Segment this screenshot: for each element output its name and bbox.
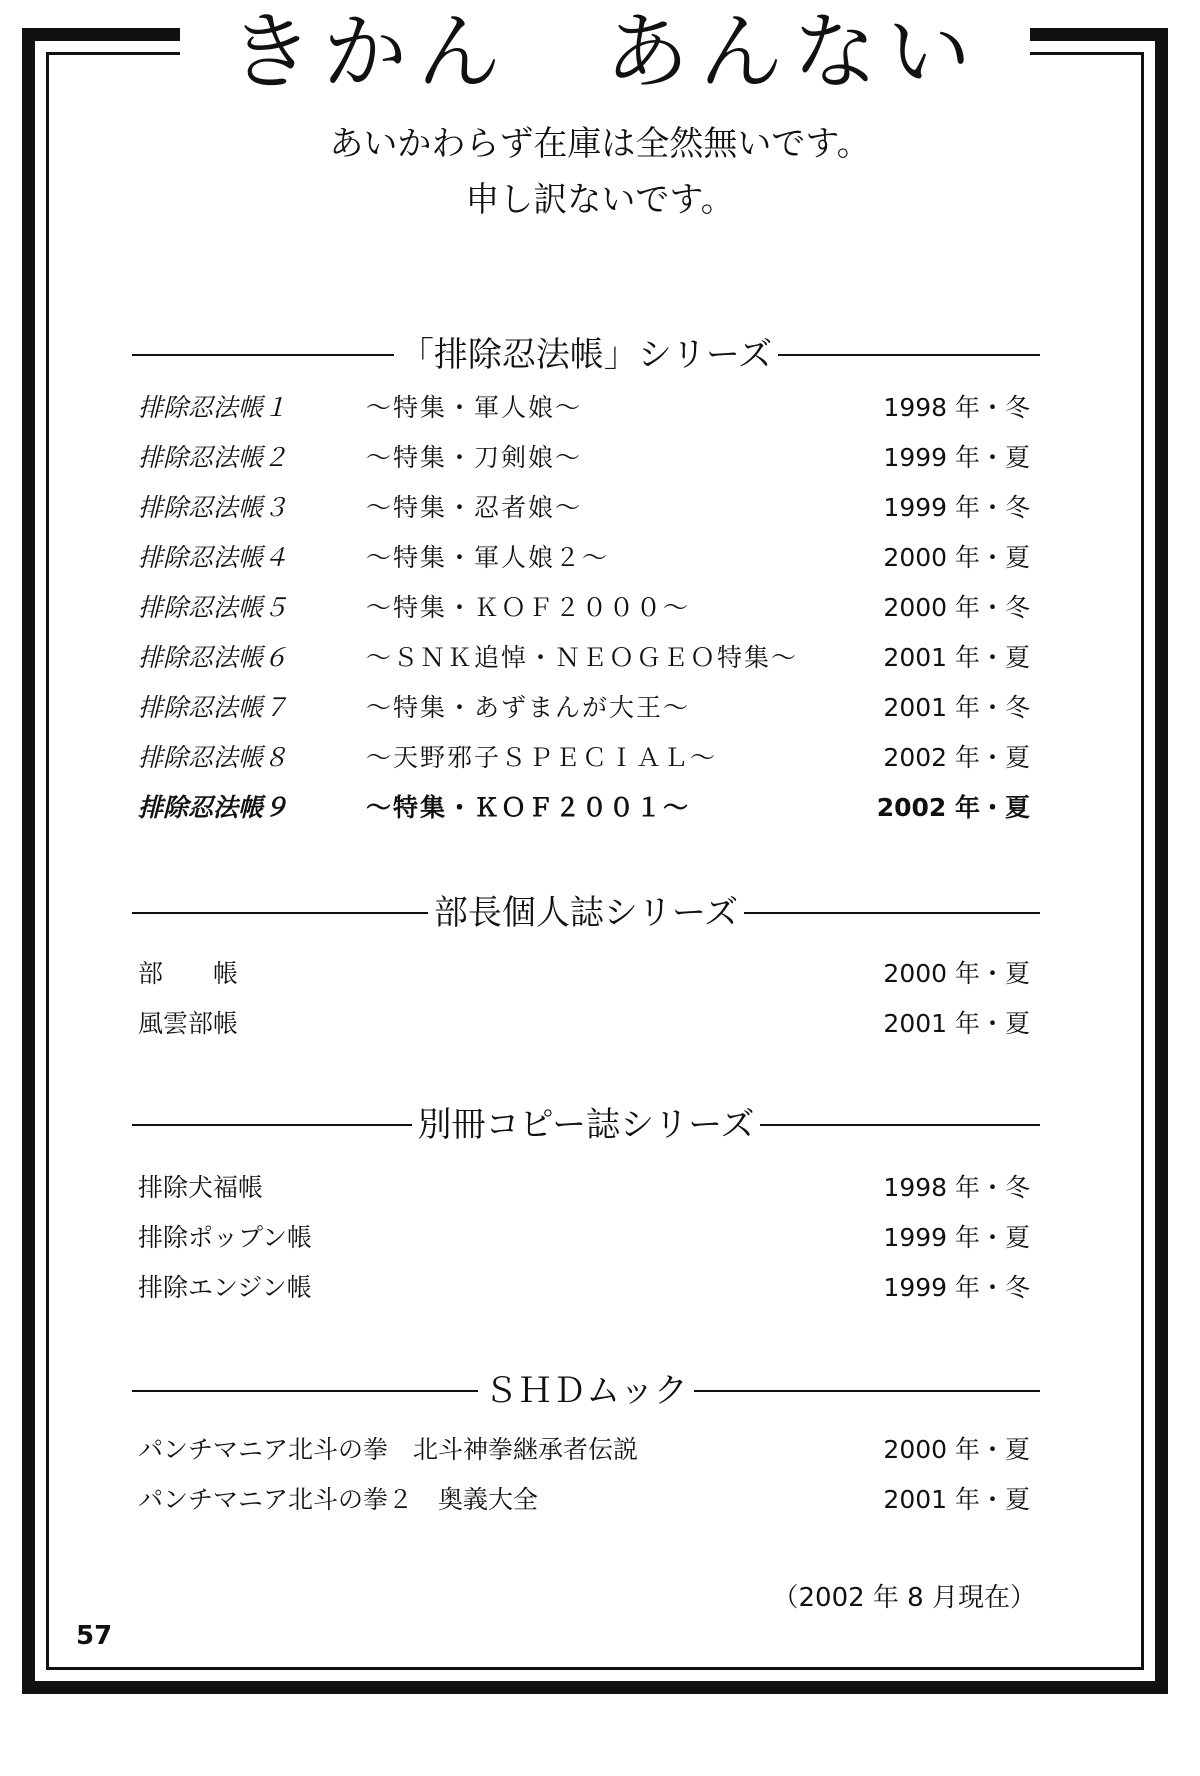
item-title: 排除忍法帳７ xyxy=(138,693,289,722)
section-heading-label: ＳＨＤムック xyxy=(484,1371,688,1411)
heading-rule xyxy=(778,354,1040,356)
heading-rule xyxy=(132,912,428,914)
item-subtitle: 〜ＳＮＫ追悼・ＮＥＯＧＥＯ特集〜 xyxy=(366,643,799,672)
item-title: 排除ポップン帳 xyxy=(138,1223,313,1252)
section-heading-shd-mook xyxy=(132,1368,1040,1414)
list-item xyxy=(138,1428,1030,1472)
item-date: 1998 年・冬 xyxy=(883,1173,1030,1202)
list-item xyxy=(138,536,1030,580)
heading-rule xyxy=(132,354,394,356)
list-item xyxy=(138,1166,1030,1210)
heading-rule xyxy=(132,1390,478,1392)
list-item xyxy=(138,586,1030,630)
list-item xyxy=(138,686,1030,730)
list-item xyxy=(138,1266,1030,1310)
item-title: パンチマニア北斗の拳２ 奥義大全 xyxy=(138,1485,539,1514)
section-heading-label: 部長個人誌シリーズ xyxy=(433,893,739,933)
item-subtitle: 〜特集・ＫＯＦ２００１〜 xyxy=(366,793,691,822)
item-date: 1999 年・冬 xyxy=(883,493,1030,522)
item-date: 1999 年・冬 xyxy=(883,1273,1030,1302)
heading-rule xyxy=(132,1124,412,1126)
list-item xyxy=(138,1478,1030,1522)
item-date: 2000 年・冬 xyxy=(883,593,1030,622)
section-heading-haijo-series xyxy=(132,332,1040,378)
list-item xyxy=(138,386,1030,430)
item-subtitle: 〜特集・あずまんが大王〜 xyxy=(366,693,691,722)
item-title: 排除忍法帳１ xyxy=(138,393,289,422)
list-item xyxy=(138,952,1030,996)
item-title: 排除忍法帳９ xyxy=(138,793,289,822)
item-subtitle: 〜特集・忍者娘〜 xyxy=(366,493,583,522)
item-title: 排除エンジン帳 xyxy=(138,1273,312,1302)
item-title: 風雲部帳 xyxy=(138,1009,239,1038)
section-heading-label: 「排除忍法帳」シリーズ xyxy=(399,335,773,375)
item-subtitle: 〜特集・軍人娘２〜 xyxy=(366,543,610,572)
item-date: 1999 年・夏 xyxy=(883,1223,1030,1252)
intro-line-1: あいかわらず在庫は全然無いです。 xyxy=(329,124,871,164)
item-date: 2000 年・夏 xyxy=(883,543,1030,572)
list-item xyxy=(138,436,1030,480)
item-title: 部 帳 xyxy=(138,959,239,988)
heading-rule xyxy=(760,1124,1040,1126)
item-subtitle: 〜特集・ＫＯＦ２０００〜 xyxy=(366,593,691,622)
item-title: パンチマニア北斗の拳 北斗神拳継承者伝説 xyxy=(138,1435,639,1464)
section-heading-bucho-series xyxy=(132,890,1040,936)
heading-rule xyxy=(744,912,1040,914)
item-date: 2001 年・夏 xyxy=(883,643,1030,672)
item-date: 1999 年・夏 xyxy=(883,443,1030,472)
item-date: 2001 年・夏 xyxy=(883,1009,1030,1038)
item-subtitle: 〜特集・刀剣娘〜 xyxy=(366,443,583,472)
item-subtitle: 〜天野邪子ＳＰＥＣＩＡＬ〜 xyxy=(366,743,718,772)
list-item xyxy=(138,786,1030,830)
list-item xyxy=(138,736,1030,780)
list-item xyxy=(138,1216,1030,1260)
as-of-note: （2002 年 8 月現在） xyxy=(772,1583,1036,1613)
section-heading-copy-series xyxy=(132,1102,1040,1148)
heading-rule xyxy=(694,1390,1040,1392)
item-title: 排除忍法帳５ xyxy=(138,593,289,622)
page-title: きかん あんない xyxy=(228,3,981,101)
item-date: 2002 年・夏 xyxy=(883,743,1030,772)
list-item xyxy=(138,486,1030,530)
item-title: 排除忍法帳２ xyxy=(138,443,289,472)
item-title: 排除忍法帳３ xyxy=(138,493,289,522)
item-date: 2001 年・冬 xyxy=(883,693,1030,722)
item-title: 排除忍法帳８ xyxy=(138,743,289,772)
item-title: 排除犬福帳 xyxy=(138,1173,264,1202)
item-date: 2001 年・夏 xyxy=(883,1485,1030,1514)
page-number: 57 xyxy=(76,1621,113,1651)
item-date: 2000 年・夏 xyxy=(883,1435,1030,1464)
item-date: 2002 年・夏 xyxy=(876,793,1030,822)
intro-line-2: 申し訳ないです。 xyxy=(465,180,735,220)
item-date: 1998 年・冬 xyxy=(883,393,1030,422)
section-heading-label: 別冊コピー誌シリーズ xyxy=(417,1105,755,1145)
list-item xyxy=(138,636,1030,680)
item-date: 2000 年・夏 xyxy=(883,959,1030,988)
item-title: 排除忍法帳６ xyxy=(138,643,289,672)
item-title: 排除忍法帳４ xyxy=(138,543,289,572)
item-subtitle: 〜特集・軍人娘〜 xyxy=(366,393,583,422)
list-item xyxy=(138,1002,1030,1046)
